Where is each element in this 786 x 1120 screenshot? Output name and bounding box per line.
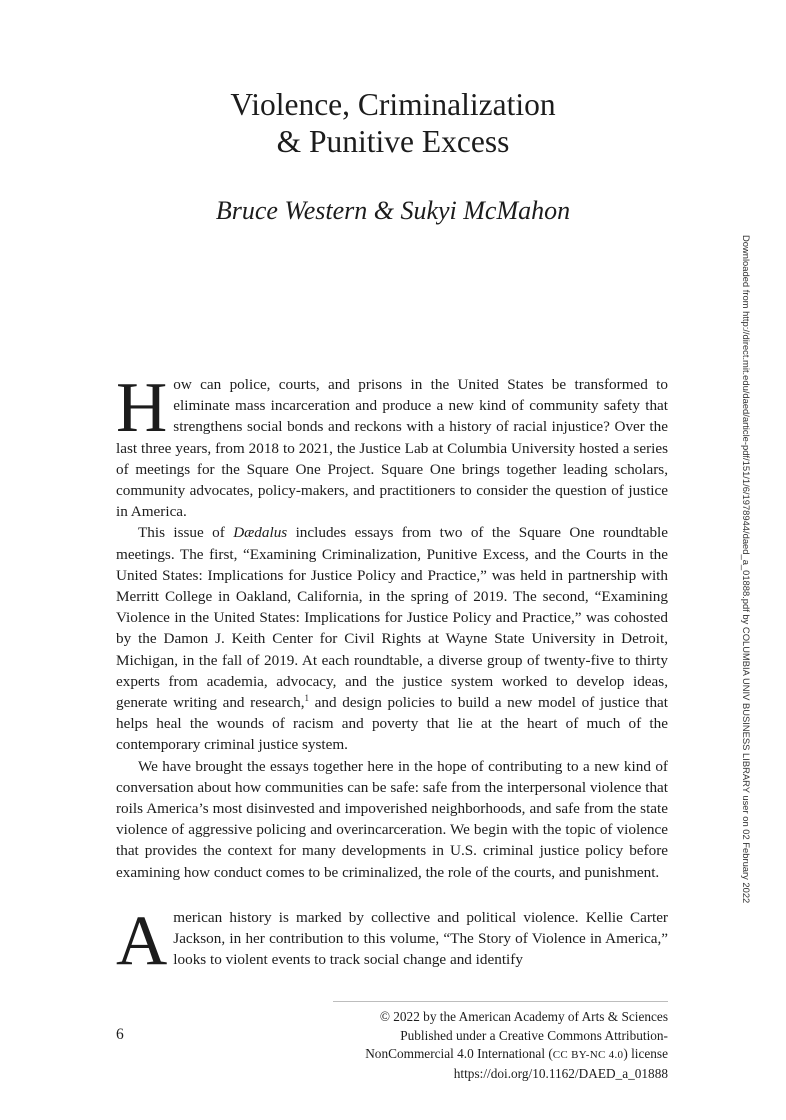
title-line-1: Violence, Criminalization <box>230 87 556 122</box>
title-line-2: & Punitive Excess <box>276 124 510 159</box>
doi-link[interactable]: https://doi.org/10.1162/DAED_a_01888 <box>453 1065 668 1081</box>
paragraph-2 <box>116 522 668 755</box>
footnote-ref[interactable]: 1 <box>304 692 310 703</box>
license-text-b: ) license <box>623 1046 668 1061</box>
page-number: 6 <box>116 1026 124 1043</box>
download-watermark-text: Downloaded from http://direct.mit.edu/daed/article-pdf/151/1/6/1978944/daed_a_01888.pdf by COLUMBIA UNIV BUSINESS LIBRARY user on 02 February 2022 <box>741 235 752 904</box>
copyright-line-3 <box>300 1045 668 1065</box>
article-title <box>0 86 786 160</box>
copyright-line-1: © 2022 by the American Academy of Arts & Sciences <box>379 1009 668 1024</box>
paragraph-4-text: merican history is marked by collective and political violence. Kellie Carter Jackson, in her contribution to this volume, “The Story of Violence in America,” looks to violent events to track social change and identify <box>173 909 668 969</box>
drop-cap: H <box>116 369 168 447</box>
paragraph-2-text-b: includes essays from two of the Square One roundtable meetings. The first, “Examining Criminalization, Punitive Excess, and the Courts in the United States: Implications for Justice Policy and Practice,” was held in partnership with Merritt College in Oakland, California, in the spring of 2019. The second, “Examining Violence in the United States: Implications for Justice Policy and Practice,” was cohosted by the Damon J. Keith Center for Civil Rights at Wayne State University in Detroit, Michigan, in the fall of 2019. At each roundtable, a diverse group of twenty-five to thirty experts from academia, advocacy, and the justice system worked to develop ideas, generate writing and research, <box>116 524 669 712</box>
drop-cap: A <box>116 902 168 980</box>
paragraph-1 <box>116 369 668 522</box>
license-text-a: NonCommercial 4.0 International ( <box>365 1046 553 1061</box>
download-watermark <box>738 235 754 904</box>
license-abbreviation: CC BY-NC 4.0 <box>552 1049 624 1061</box>
copyright-line-2: Published under a Creative Commons Attribution- <box>400 1027 668 1043</box>
footer-divider <box>333 1001 668 1002</box>
paragraph-3: We have brought the essays together here in the hope of contributing to a new kind of conversation about how communities can be safe: safe from the interpersonal violence that roils America’s most disinvested and impoverished neighborhoods, and safe from the state violence of aggressive policing and overincarceration. We begin with the topic of violence that provides the context for many developments in U.S. criminal justice policy before examining how conduct comes to be criminalized, the role of the courts, and punishment. <box>116 757 668 881</box>
paragraph-2-text-a: This issue of <box>138 524 234 542</box>
paragraph-1-text: ow can police, courts, and prisons in the United States be transformed to eliminate mass incarceration and produce a new kind of community safety that strengthens social bonds and reckons with a history of racial injustice? Over the last three years, from 2018 to 2021, the Justice Lab at Columbia University hosted a series of meetings for the Square One Project. Square One brings together leading scholars, community advocates, policy-makers, and practitioners to consider the question of justice in America. <box>116 376 668 521</box>
paragraph-4 <box>116 902 668 980</box>
article-authors: Bruce Western & Sukyi McMahon <box>215 196 571 225</box>
section-intro <box>116 369 669 883</box>
copyright-notice <box>300 1008 668 1083</box>
journal-name: Dædalus <box>233 524 288 542</box>
section-violence <box>116 902 668 980</box>
paragraph-2-text-c: and design policies to build a new model of justice that helps heal the wounds of racism and poverty that lie at the heart of much of the contemporary criminal justice system. <box>116 694 668 754</box>
